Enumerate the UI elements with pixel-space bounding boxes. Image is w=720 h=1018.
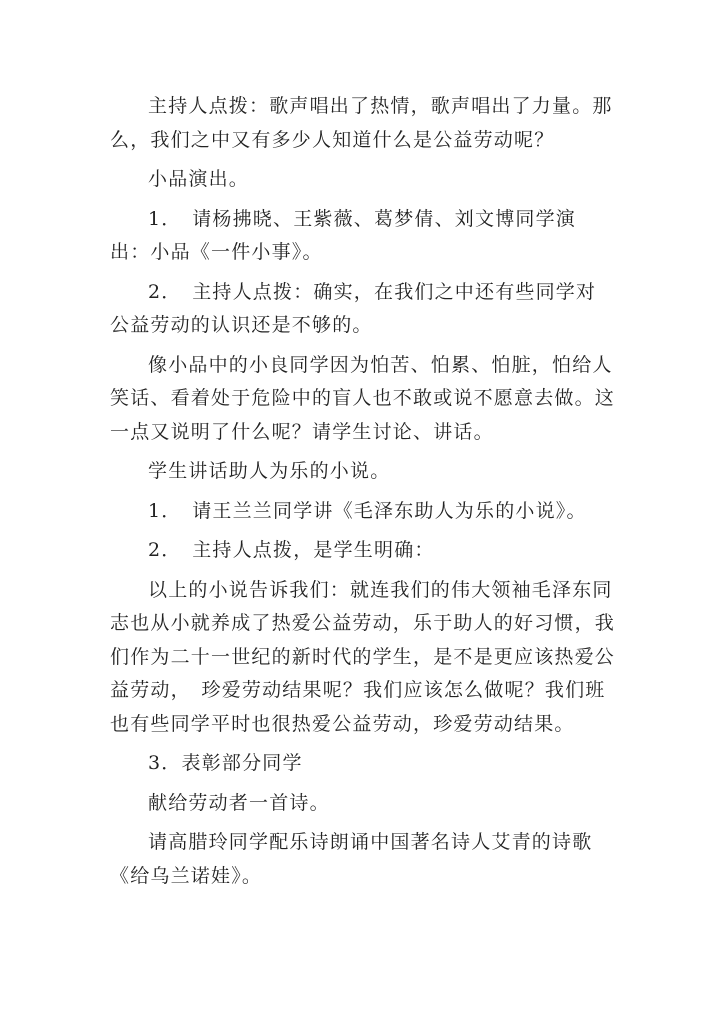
paragraph: 1． 请杨拂晓、王紫薇、葛梦倩、刘文博同学演出：小品《一件小事》。 [110,207,576,263]
paragraph: 3．表彰部分同学 [148,752,303,774]
paragraph: 1． 请王兰兰同学讲《毛泽东助人为乐的小说》。 [148,499,587,522]
paragraph: 以上的小说告诉我们：就连我们的伟大领袖毛泽东同志也从小就养成了热爱公益劳动，乐于助人的好习惯，我们作为二十一世纪的新时代的学生，是不是更应该热爱公益劳动， 珍爱劳动结果呢？我们应该怎么做呢？我们班也有些同学平时也很热爱公益劳动，珍爱劳动结果。 [110,578,616,735]
paragraph: 献给劳动者一首诗。 [148,791,330,814]
paragraph: 像小品中的小良同学因为怕苦、怕累、怕脏，怕给人笑话、看着处于危险中的盲人也不敢或说不愿意去做。这一点又说明了什么呢？请学生讨论、讲话。 [110,353,616,443]
document-body [110,90,615,893]
paragraph: 请高腊玲同学配乐诗朗诵中国著名诗人艾青的诗歌《给乌兰诺娃》。 [110,831,593,887]
paragraph: 2． 主持人点拨，是学生明确： [148,539,435,561]
paragraph: 小品演出。 [148,168,250,190]
paragraph: 2． 主持人点拨：确实，在我们之中还有些同学对公益劳动的认识还是不够的。 [110,280,597,336]
paragraph: 学生讲话助人为乐的小说。 [148,460,391,482]
paragraph: 主持人点拨：歌声唱出了热情，歌声唱出了力量。那么，我们之中又有多少人知道什么是公益劳动呢？ [110,95,613,151]
